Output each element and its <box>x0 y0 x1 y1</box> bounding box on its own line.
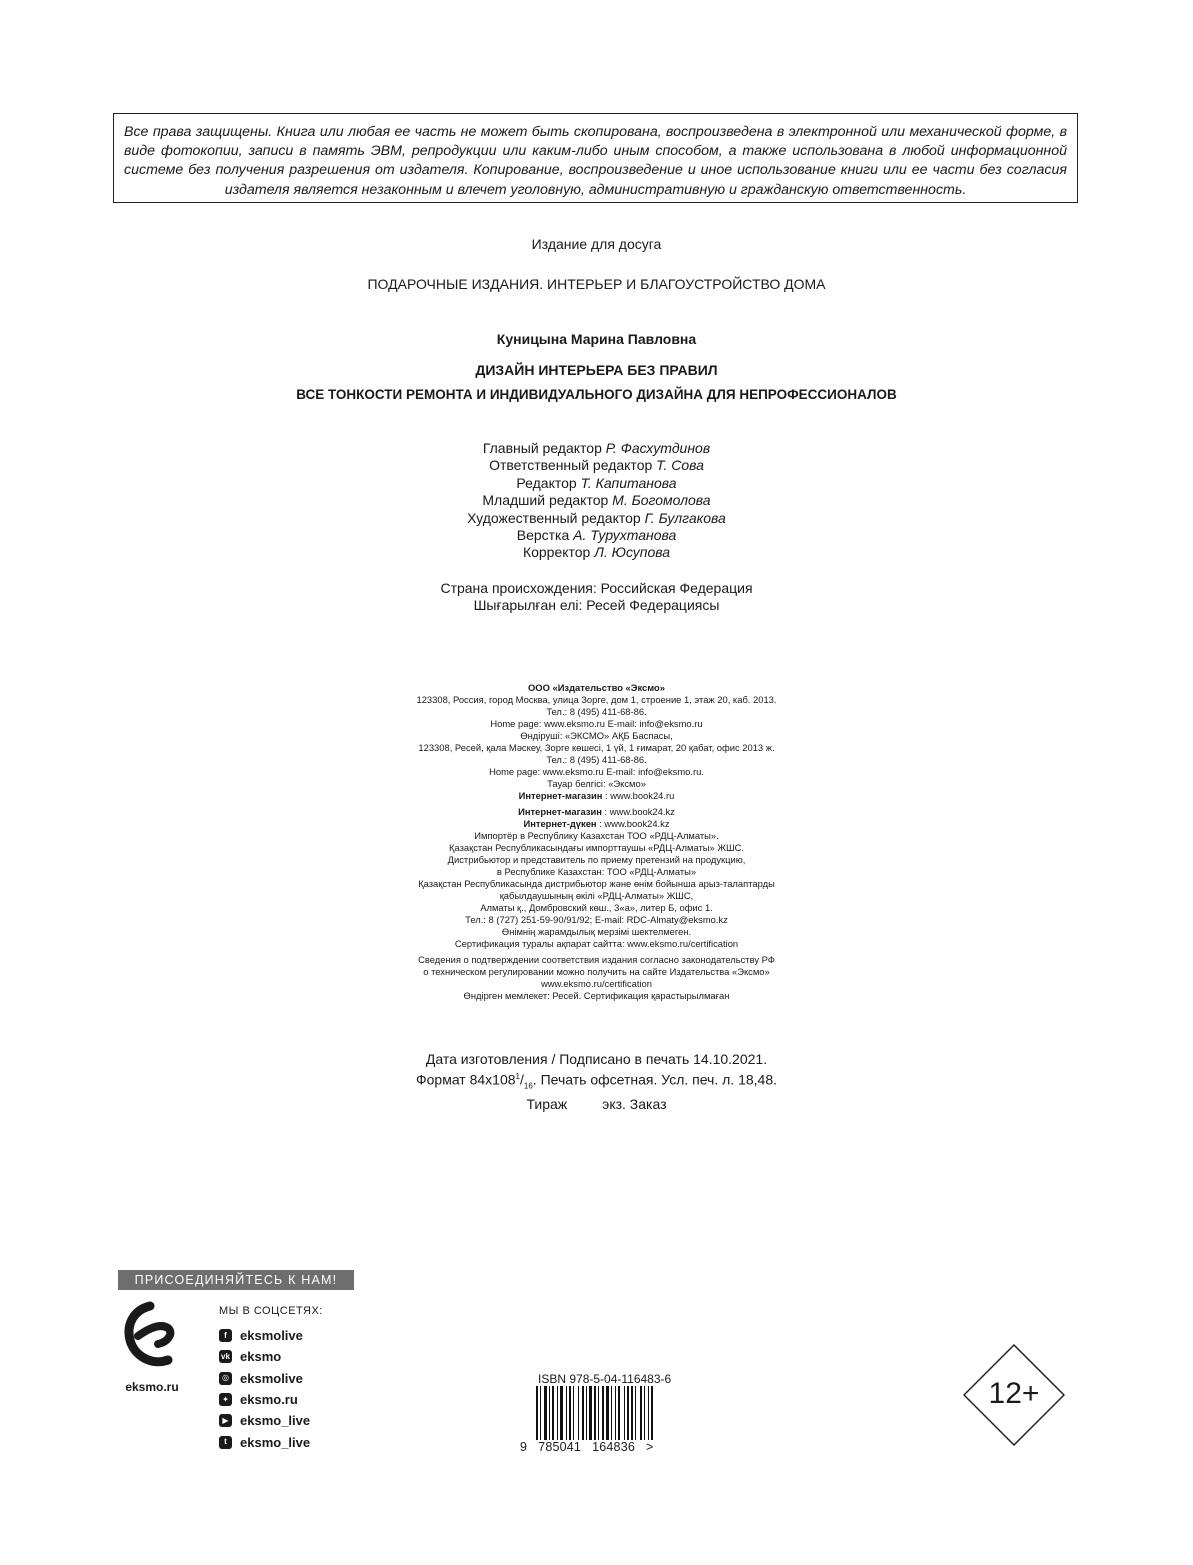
instagram-icon: ◎ <box>219 1372 232 1385</box>
origin-ru: Страна происхождения: Российская Федерация <box>440 580 753 596</box>
shop-ru: Интернет-магазин : www.book24.ru <box>518 790 675 801</box>
imprint-line: о техническом регулировании можно получить на сайте Издательства «Эксмо» <box>423 966 770 977</box>
origin <box>0 580 1193 615</box>
print-format: Формат $84x108^1/_{16}$. Печать офсетная. Усл. печ. л. 18,48. <box>415 1071 777 1091</box>
imprint-line: Алматы қ., Домбровский көш., 3«а», литер Б, офис 1. <box>480 902 713 913</box>
imprint-line: Тел.: 8 (495) 411-68-86. <box>546 706 647 717</box>
credit-line: Художественный редактор Г. Булгакова <box>467 509 726 526</box>
imprint-line: Тел.: 8 (495) 411-68-86. <box>546 754 647 765</box>
publisher-name: ООО «Издательство «Эксмо» <box>528 682 665 693</box>
imprint-line: Сертификация туралы ақпарат сайтта: www.eksmo.ru/certification <box>454 938 739 949</box>
imprint-line: Импортёр в Республику Казахстан ТОО «РДЦ-Алматы». <box>474 830 719 841</box>
eksmo-site-icon: ✦ <box>219 1393 232 1406</box>
imprint-line: 123308, Ресей, қала Мәскеу, Зорге көшесі, 1 үй, 1 ғимарат, 20 қабат, офис 2013 ж. <box>418 742 775 753</box>
imprint-line: Өндірген мемлекет: Ресей. Сертификация қарастырылмаған <box>463 990 730 1001</box>
social-item-eksmo: ✦ eksmo.ru <box>219 1389 310 1410</box>
credit-line: Младший редактор М. Богомолова <box>482 492 711 509</box>
credits <box>0 440 1193 562</box>
imprint-line: Қазақстан Республикасында дистрибьютор және өнім бойынша арыз-талаптарды <box>418 878 775 889</box>
social-item-facebook: f eksmolive <box>219 1325 310 1346</box>
social-title: МЫ В СОЦСЕТЯХ: <box>219 1305 323 1317</box>
imprint-line: Home page: www.eksmo.ru E-mail: info@eksmo.ru <box>490 718 703 729</box>
imprint-line: Тауар белгісі: «Эксмо» <box>547 778 646 789</box>
edition-type: Издание для досуга <box>531 236 662 252</box>
print-run: Тираж экз. Заказ <box>526 1096 667 1113</box>
imprint-block <box>0 682 1193 1002</box>
social-list <box>219 1325 310 1453</box>
youtube-icon: ▶ <box>219 1414 232 1427</box>
imprint-line: Өнімнің жарамдылық мерзімі шектелмеген. <box>501 926 692 937</box>
social-item-youtube: ▶ eksmo_live <box>219 1410 310 1431</box>
social-item-twitter: t eksmo_live <box>219 1431 310 1452</box>
imprint-line: в Республике Казахстан: ТОО «РДЦ-Алматы» <box>496 866 697 877</box>
rights-notice-box <box>113 113 1078 203</box>
barcode <box>534 1386 686 1442</box>
series: ПОДАРОЧНЫЕ ИЗДАНИЯ. ИНТЕРЬЕР И БЛАГОУСТРОЙСТВО ДОМА <box>367 276 826 292</box>
print-info <box>0 1050 1193 1113</box>
shop-kz-2: Интернет-дүкен : www.book24.kz <box>523 818 670 829</box>
book-title: ДИЗАЙН ИНТЕРЬЕРА БЕЗ ПРАВИЛ <box>475 362 718 378</box>
credit-line: Редактор Т. Капитанова <box>516 474 677 491</box>
imprint-line: Сведения о подтверждении соответствия издания согласно законодательству РФ <box>418 954 775 965</box>
book-subtitle: ВСЕ ТОНКОСТИ РЕМОНТА И ИНДИВИДУАЛЬНОГО ДИЗАЙНА ДЛЯ НЕПРОФЕССИОНАЛОВ <box>296 387 897 402</box>
imprint-line: Home page: www.eksmo.ru E-mail: info@eksmo.ru. <box>489 766 704 777</box>
vk-icon: vk <box>219 1350 232 1363</box>
author: Куницына Марина Павловна <box>496 331 697 347</box>
isbn: ISBN 978-5-04-116483-6 <box>538 1372 672 1386</box>
print-date: Дата изготовления / Подписано в печать 14.10.2021. <box>425 1051 768 1067</box>
join-banner: ПРИСОЕДИНЯЙТЕСЬ К НАМ! <box>118 1270 354 1290</box>
imprint-line: Тел.: 8 (727) 251-59-90/91/92; E-mail: RDC-Almaty@eksmo.kz <box>465 914 728 925</box>
eksmo-logo-icon <box>118 1300 198 1372</box>
facebook-icon: f <box>219 1329 232 1342</box>
origin-kz: Шығарылған елі: Ресей Федерациясы <box>473 597 720 614</box>
imprint-line: www.eksmo.ru/certification <box>541 978 652 989</box>
credit-line: Корректор Л. Юсупова <box>522 544 671 561</box>
barcode-digits: 9 785041 164836 > <box>520 1440 654 1454</box>
twitter-icon: t <box>219 1436 232 1449</box>
imprint-line: Дистрибьютор и представитель по приему претензий на продукцию, <box>447 854 746 865</box>
credit-line: Главный редактор Р. Фасхутдинов <box>482 440 711 456</box>
shop-kz: Интернет-магазин : www.book24.kz <box>518 806 675 817</box>
imprint-line: Қазақстан Республикасындағы импорттаушы «РДЦ-Алматы» ЖШС. <box>449 842 744 853</box>
imprint-line: қабылдаушының өкілі «РДЦ-Алматы» ЖШС, <box>499 890 694 901</box>
credit-line: Ответственный редактор Т. Сова <box>489 457 704 474</box>
imprint-line: Өндіруші: «ЭКСМО» АҚБ Баспасы, <box>520 730 673 741</box>
age-rating: 12+ <box>988 1377 1040 1410</box>
social-item-vk: vk eksmo <box>219 1346 310 1367</box>
credit-line: Верстка А. Турухтанова <box>516 527 677 544</box>
social-item-instagram: ◎ eksmolive <box>219 1368 310 1389</box>
imprint-line: 123308, Россия, город Москва, улица Зорге, дом 1, строение 1, этаж 20, каб. 2013. <box>416 694 777 705</box>
rights-notice: Все права защищены. Книга или любая ее часть не может быть скопирована, воспроизведена в электронной или механической форме, в виде фотокопии, записи в память ЭВМ, репродукции или каким-либо иным способом, а также использована в любой информационной системе без получения разрешения от издателя. Копирование, воспроизведение и иное использование книги или ее части без согласия издателя является незаконным и влечет уголовную, административную и гражданскую ответственность. <box>124 124 1067 198</box>
logo-caption: eksmo.ru <box>125 1380 179 1394</box>
